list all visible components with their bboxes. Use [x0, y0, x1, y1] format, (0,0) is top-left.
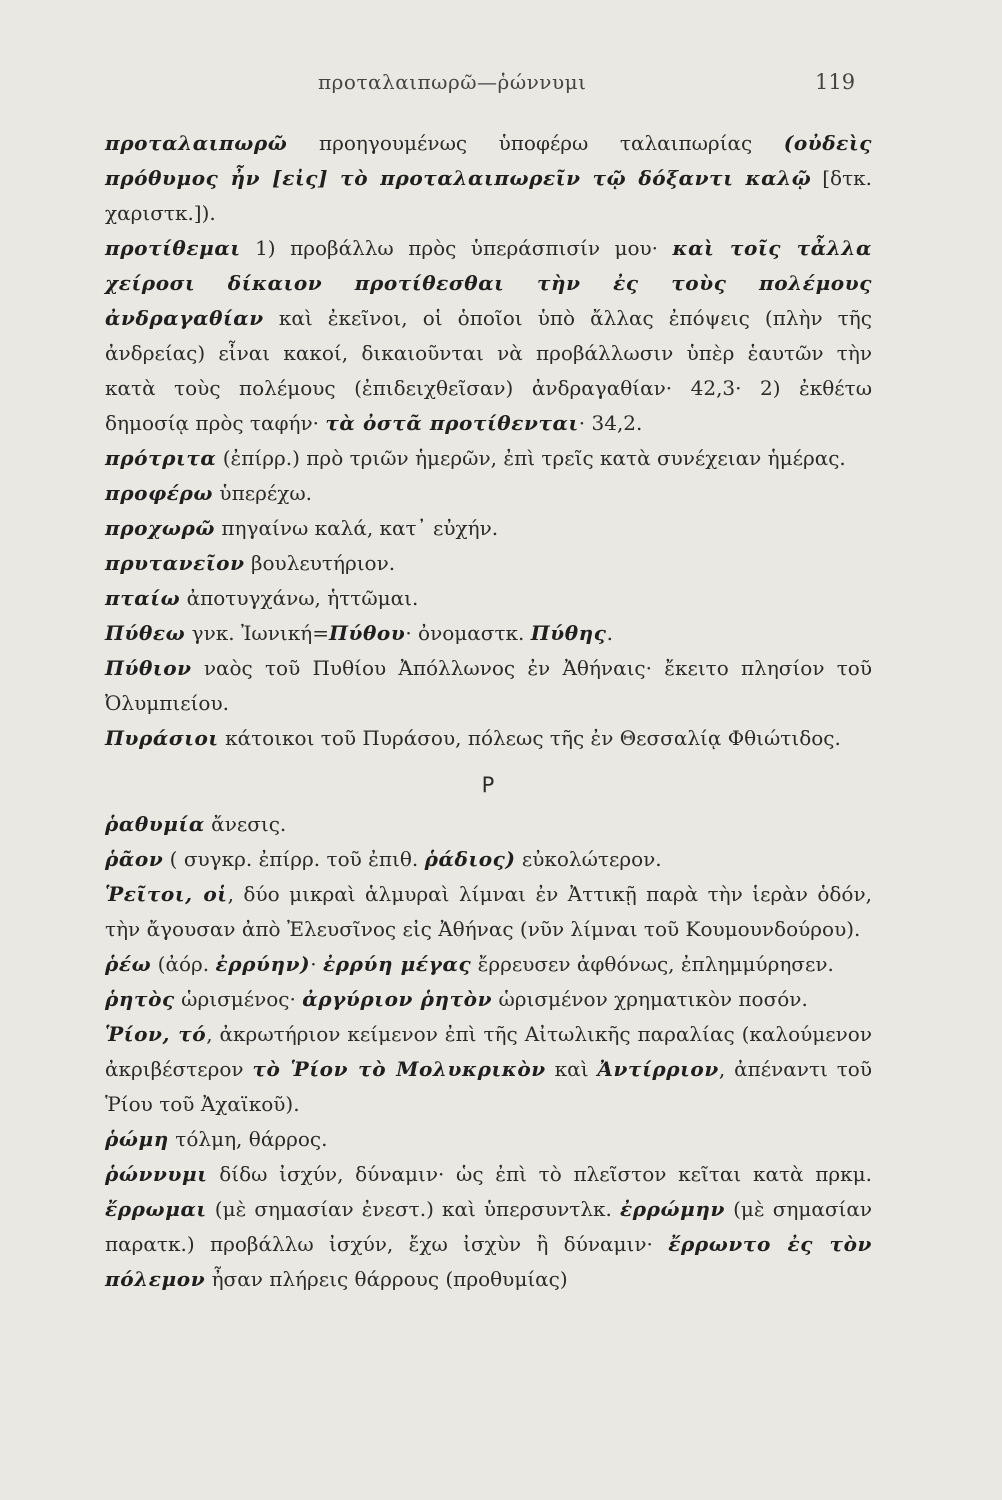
entries-rho-section: [105, 807, 872, 1297]
dictionary-entry: [105, 807, 872, 842]
dictionary-entry: [105, 1157, 872, 1297]
entry-headword: προταλαιπωρῶ: [105, 131, 288, 155]
entry-gloss: ( συγκρ. ἐπίρρ. τοῦ ἐπιθ.: [163, 847, 425, 871]
dictionary-entry: [105, 1017, 872, 1122]
entry-gloss: , δύο μικραὶ ἁλμυραὶ λίμναι ἐν Ἀττικῇ παρὰ τὴν ἱερὰν ὁδόν, τὴν ἄγουσαν ἀπὸ Ἐλευσῖνος εἰς Ἀθήνας (νῦν λίμναι τοῦ Κουμουνδούρου).: [105, 882, 872, 941]
dictionary-entry: [105, 1122, 872, 1157]
dictionary-entry: [105, 721, 872, 756]
running-head: προταλαιπωρῶ—ῥώννυμι: [318, 70, 587, 94]
entry-gloss: · ὀνομαστκ.: [405, 621, 531, 645]
dictionary-entry: [105, 126, 872, 231]
entry-quotation: (οὐδεὶς πρόθυμος ἦν [εἰς] τὸ προταλαιπωρεῖν τῷ δόξαντι καλῷ: [105, 131, 872, 190]
letter-heading: Ρ: [481, 773, 496, 797]
entry-gloss: καὶ ἐκεῖνοι, οἱ ὁποῖοι ὑπὸ ἄλλας ἐπόψεις (πλὴν τῆς ἀνδρείας) εἶναι κακοί, δικαιοῦνται νὰ προβάλλωσιν ὑπὲρ ἑαυτῶν τὴν κατὰ τοὺς πολέμους (ἐπιδειχθεῖσαν) ἀνδραγαθίαν· 42,3· 2) ἐκθέτω δημοσίᾳ πρὸς ταφήν·: [105, 306, 872, 435]
dictionary-entry: [105, 441, 872, 476]
entry-headword: ῥώμη: [105, 1127, 169, 1151]
entry-headword: Πύθιον: [105, 656, 192, 680]
entry-quotation: ἐρρύη μέγας: [322, 952, 472, 976]
entry-gloss: δίδω ἰσχύν, δύναμιν· ὡς ἐπὶ τὸ πλεῖστον κεῖται κατὰ πρκμ.: [207, 1162, 872, 1186]
entry-gloss: προηγουμένως ὑποφέρω ταλαιπωρίας: [287, 131, 784, 155]
entry-headword: πρυτανεῖον: [105, 551, 245, 575]
entry-quotation: ἐρρύην): [215, 952, 311, 976]
entry-gloss: · 34,2.: [578, 411, 643, 435]
entry-quotation: Ἀντίρριον: [597, 1057, 719, 1081]
dictionary-entry: [105, 581, 872, 616]
entry-headword: ῥαθυμία: [105, 812, 205, 836]
entry-gloss: πηγαίνω καλά, κατ᾽ εὐχήν.: [215, 516, 499, 540]
entries-pi-section: [105, 126, 872, 756]
entry-gloss: βουλευτήριον.: [244, 551, 396, 575]
entry-headword: Πυράσιοι: [105, 726, 219, 750]
dictionary-entry: [105, 947, 872, 982]
entry-quotation: ἀργύριον ῥητὸν: [302, 987, 493, 1011]
entry-headword: πρότριτα: [105, 446, 217, 470]
entry-headword: Ῥεῖτοι, οἱ: [105, 882, 228, 906]
entry-gloss: ἀποτυγχάνω, ἡττῶμαι.: [180, 586, 419, 610]
entry-headword: προφέρω: [105, 481, 214, 505]
entry-headword: Πύθεω: [105, 621, 186, 645]
entry-gloss: ὡρισμένον χρηματικὸν ποσόν.: [492, 987, 808, 1011]
dictionary-entry: [105, 982, 872, 1017]
entry-gloss: (μὲ σημασίαν ἐνεστ.) καὶ ὑπερσυντλκ.: [206, 1197, 620, 1221]
entry-quotation: τὸ Ῥίον τὸ Μολυκρικὸν: [252, 1057, 546, 1081]
entry-gloss: 1) προβάλλω πρὸς ὑπεράσπισίν μου·: [240, 236, 673, 260]
entry-gloss: τόλμη, θάρρος.: [168, 1127, 328, 1151]
entry-quotation: Πύθου: [328, 621, 406, 645]
dictionary-entry: [105, 877, 872, 947]
entry-gloss: ·: [310, 952, 323, 976]
entry-quotation: Πύθης: [530, 621, 607, 645]
entry-quotation: ἐρρώμην: [619, 1197, 726, 1221]
entry-headword: ῥώννυμι: [105, 1162, 208, 1186]
entry-gloss: .: [606, 621, 613, 645]
entry-gloss: εὐκολώτερον.: [515, 847, 662, 871]
entry-gloss: (μὲ σημασίαν παρατκ.) προβάλλω ἰσχύν, ἔχω ἰσχὺν ἢ δύναμιν·: [105, 1197, 872, 1256]
entry-gloss: ἄνεσις.: [204, 812, 287, 836]
entry-gloss: ἦσαν πλήρεις θάρρους (προθυμίας): [205, 1267, 568, 1291]
entry-quotation: ἔρρωμαι: [105, 1197, 207, 1221]
entry-gloss: κάτοικοι τοῦ Πυράσου, πόλεως τῆς ἐν Θεσσαλίᾳ Φθιώτιδος.: [218, 726, 841, 750]
entry-gloss: ὑπερέχω.: [213, 481, 313, 505]
entry-gloss: (ἀόρ.: [151, 952, 216, 976]
entry-gloss: , ἀπέναντι τοῦ Ῥίου τοῦ Ἀχαϊκοῦ).: [105, 1057, 872, 1116]
entry-gloss: (ἐπίρρ.) πρὸ τριῶν ἡμερῶν, ἐπὶ τρεῖς κατὰ συνέχειαν ἡμέρας.: [216, 446, 846, 470]
dictionary-entry: [105, 476, 872, 511]
entry-gloss: καὶ: [545, 1057, 598, 1081]
entry-headword: ῥέω: [105, 952, 152, 976]
entry-gloss: [δτκ. χαριστκ.]).: [105, 166, 873, 225]
entry-gloss: γνκ. Ἰωνική=: [185, 621, 329, 645]
entry-quotation: ἔρρωντο ἐς τὸν πόλεμον: [105, 1232, 873, 1291]
entry-headword: πταίω: [105, 586, 181, 610]
entry-gloss: , ἀκρωτήριον κείμενον ἐπὶ τῆς Αἰτωλικῆς παραλίας (καλούμενον ἀκριβέστερον: [105, 1022, 873, 1081]
entry-quotation: τὰ ὀστᾶ προτίθενται: [325, 411, 579, 435]
dictionary-text: [105, 126, 872, 1297]
entry-headword: προχωρῶ: [105, 516, 216, 540]
dictionary-entry: [105, 546, 872, 581]
page-number: 119: [815, 70, 856, 94]
entry-headword: ῥᾶον: [105, 847, 164, 871]
entry-headword: Ῥίον, τό: [105, 1022, 207, 1046]
entry-gloss: ὡρισμένος·: [174, 987, 303, 1011]
entry-headword: προτίθεμαι: [105, 236, 241, 260]
dictionary-entry: [105, 616, 872, 651]
dictionary-entry: [105, 231, 872, 441]
entry-headword: ῥητὸς: [105, 987, 175, 1011]
entry-gloss: ναὸς τοῦ Πυθίου Ἀπόλλωνος ἐν Ἀθήναις· ἔκειτο πλησίον τοῦ Ὀλυμπιείου.: [105, 656, 872, 715]
dictionary-entry: [105, 511, 872, 546]
dictionary-entry: [105, 842, 872, 877]
entry-gloss: ἔρρευσεν ἀφθόνως, ἐπλημμύρησεν.: [471, 952, 834, 976]
dictionary-entry: [105, 651, 872, 721]
entry-quotation: καὶ τοῖς τἆλλα χείροσι δίκαιον προτίθεσθαι τὴν ἐς τοὺς πολέμους ἀνδραγαθίαν: [105, 236, 873, 330]
entry-quotation: ῥάδιος): [424, 847, 516, 871]
